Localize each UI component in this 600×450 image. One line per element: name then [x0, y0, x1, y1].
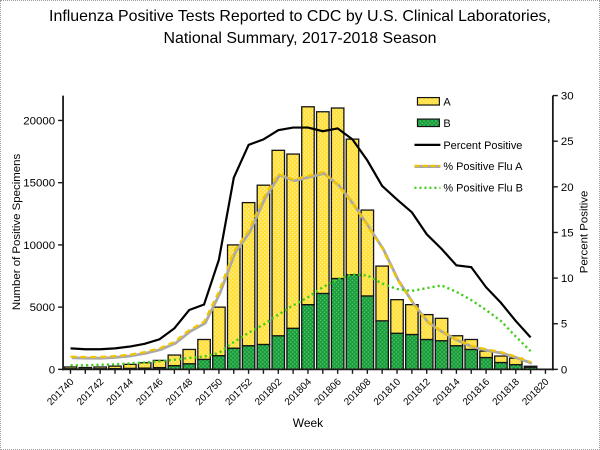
legend-label-flu-b-bar: B [443, 118, 451, 131]
x-tick-label-201816: 201816 [460, 376, 493, 408]
x-tick-label-201744: 201744 [104, 376, 136, 408]
legend-swatch-flu-b-bar [417, 119, 439, 126]
y-right-tick-label-5: 5 [560, 318, 568, 331]
legend-label-flu-a-bar: A [443, 96, 451, 109]
bar-a-201817 [495, 356, 507, 362]
bar-b-201801 [257, 344, 269, 369]
x-tick-label-201812: 201812 [401, 376, 433, 408]
bar-b-201804 [302, 305, 314, 370]
x-tick-label-201748: 201748 [164, 376, 196, 408]
bar-a-201804 [302, 107, 314, 305]
x-tick-label-201820: 201820 [520, 376, 552, 408]
bar-b-201810 [391, 333, 403, 369]
legend-label-percent-positive: Percent Positive [443, 139, 523, 152]
bar-b-201816 [480, 358, 492, 370]
line-percent-flu-a [71, 172, 531, 362]
x-tick-label-201740: 201740 [45, 376, 77, 408]
x-axis-title: Week [292, 416, 324, 431]
bar-b-201806 [331, 279, 343, 370]
bar-b-201803 [287, 328, 299, 369]
bar-b-201813 [435, 341, 447, 370]
bar-b-201817 [495, 363, 507, 370]
legend-swatch-flu-a-bar [417, 98, 439, 105]
bar-a-201748 [183, 349, 195, 363]
bar-b-201752 [242, 346, 254, 370]
y-axis-left-title: Number of Positive Specimens [11, 153, 24, 311]
bar-b-201812 [420, 339, 432, 369]
bar-b-201807 [346, 275, 358, 370]
y-right-tick-label-15: 15 [560, 227, 574, 240]
bar-b-201802 [272, 336, 284, 370]
y-right-tick-label-30: 30 [560, 90, 574, 103]
bar-a-201806 [331, 108, 343, 278]
x-tick-label-201806: 201806 [312, 376, 344, 408]
y-left-tick-label-15000: 15000 [23, 177, 56, 190]
y-left-tick-label-20000: 20000 [23, 115, 56, 128]
x-tick-label-201818: 201818 [490, 376, 522, 408]
y-left-tick-label-5000: 5000 [29, 302, 56, 315]
y-right-tick-label-25: 25 [560, 136, 574, 149]
bar-a-201819 [524, 366, 536, 367]
bar-a-201805 [317, 112, 329, 294]
x-tick-label-201814: 201814 [431, 376, 463, 408]
y-right-tick-label-20: 20 [560, 181, 574, 194]
x-tick-label-201752: 201752 [223, 376, 255, 408]
x-tick-label-201810: 201810 [371, 376, 404, 408]
x-tick-label-201808: 201808 [342, 376, 374, 408]
bar-b-201751 [228, 348, 240, 369]
bar-a-201743 [109, 366, 121, 368]
y-left-tick-label-10000: 10000 [23, 239, 56, 252]
legend-label-percent-flu-a: % Positive Flu A [443, 161, 523, 174]
bar-a-201809 [376, 266, 388, 321]
chart-title-line-2: National Summary, 2017-2018 Season [163, 29, 437, 47]
x-tick-label-201746: 201746 [134, 376, 166, 408]
x-tick-label-201742: 201742 [75, 376, 107, 408]
y-left-tick-label-0: 0 [48, 364, 56, 377]
y-right-tick-label-0: 0 [560, 364, 568, 377]
chart-title-line-1: Influenza Positive Tests Reported to CDC by U.S. Clinical Laboratories, [49, 7, 551, 25]
x-tick-label-201804: 201804 [282, 376, 315, 408]
x-tick-label-201750: 201750 [193, 376, 226, 408]
bar-b-201814 [450, 346, 462, 370]
bar-b-201750 [213, 356, 225, 370]
bar-a-201751 [228, 245, 240, 348]
x-tick-label-201802: 201802 [253, 376, 285, 408]
influenza-clinical-labs-chart [1, 1, 599, 449]
bar-b-201811 [406, 335, 418, 370]
bar-b-201808 [361, 296, 373, 369]
y-axis-right-title: Percent Positive [578, 190, 591, 274]
bar-b-201749 [198, 359, 210, 369]
bar-a-201810 [391, 300, 403, 334]
bar-a-201744 [124, 364, 136, 368]
legend [414, 97, 523, 195]
bar-b-201815 [465, 349, 477, 369]
legend-label-percent-flu-b: % Positive Flu B [443, 182, 524, 195]
bar-b-201809 [376, 321, 388, 370]
y-right-tick-label-10: 10 [560, 273, 574, 286]
bar-b-201805 [317, 293, 329, 369]
